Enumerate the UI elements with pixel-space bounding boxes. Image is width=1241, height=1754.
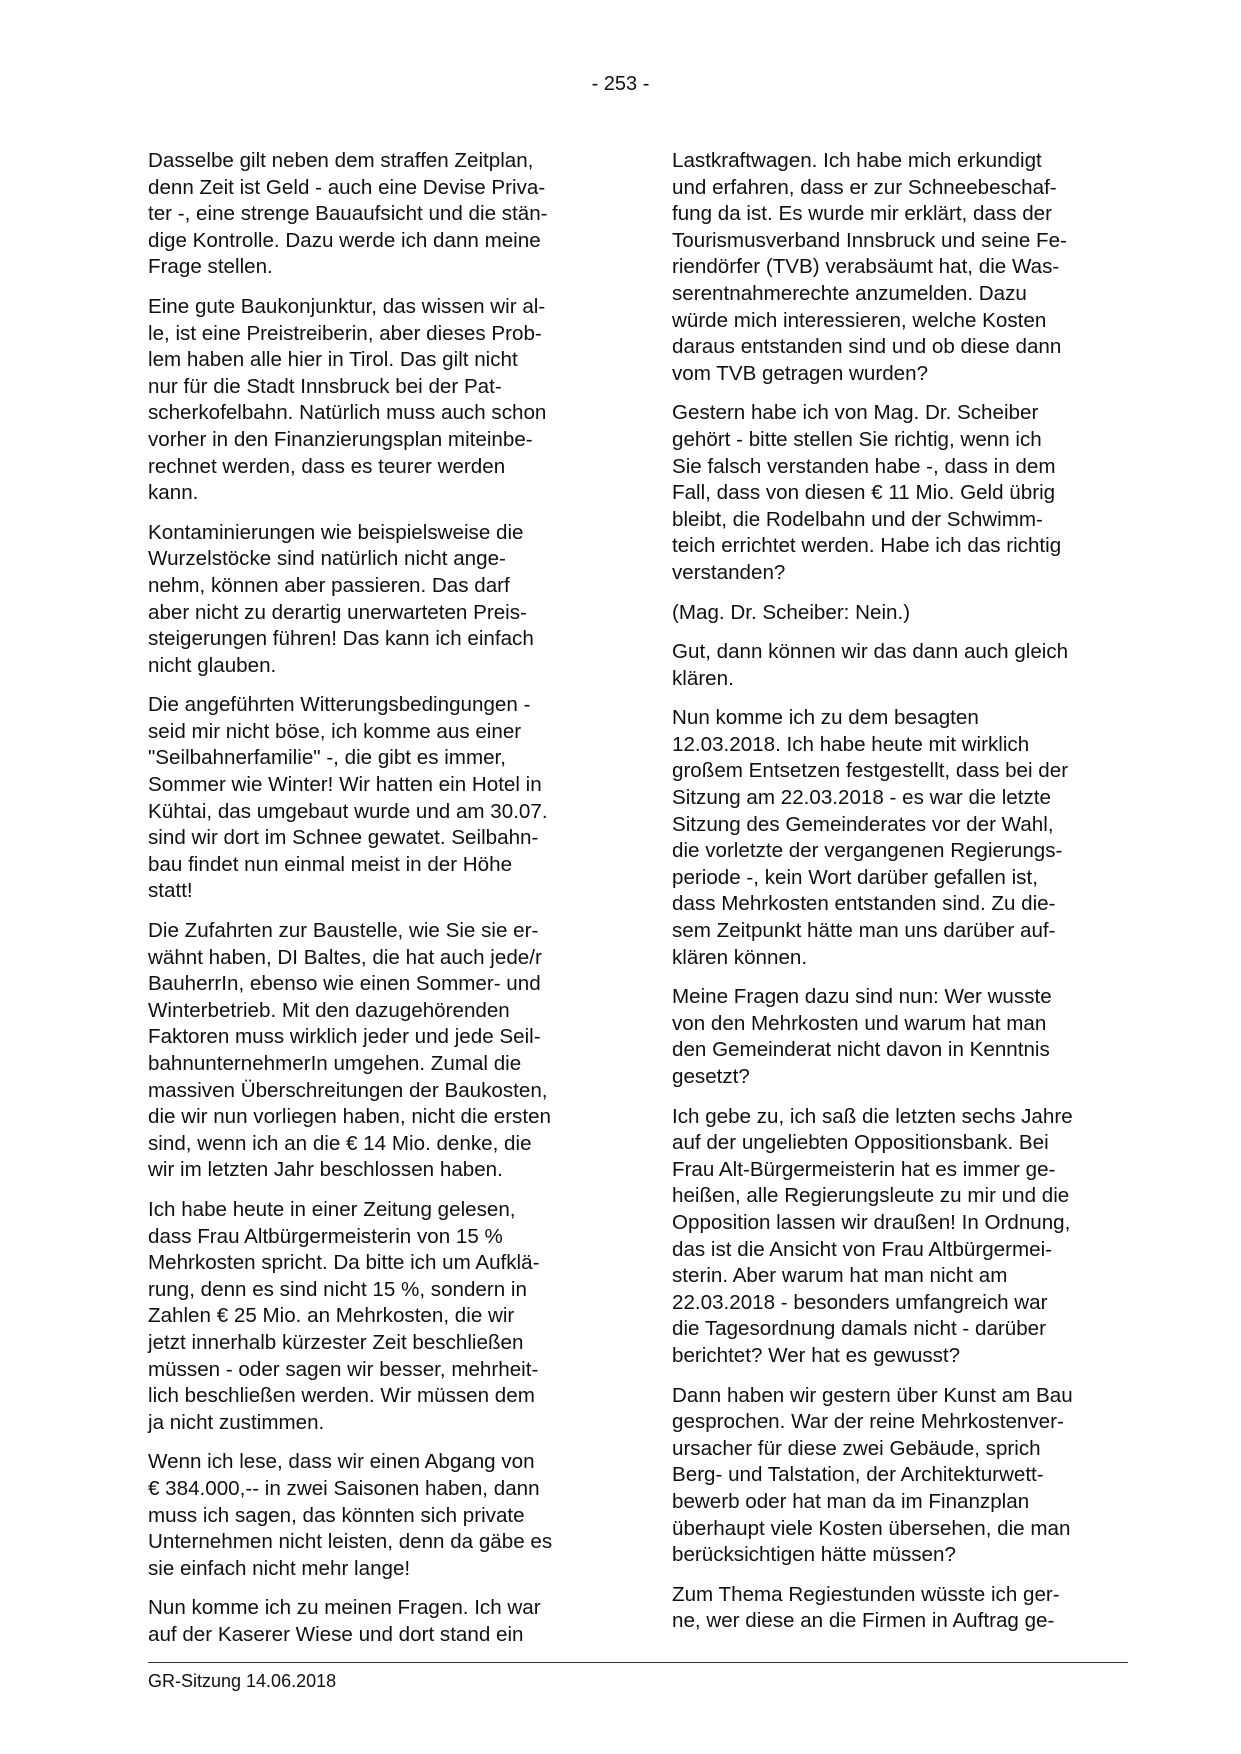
- paragraph: Nun komme ich zu meinen Fragen. Ich war auf der Kaserer Wiese und dort stand ein: [148, 1596, 541, 1646]
- paragraph: Die Zufahrten zur Baustelle, wie Sie sie er- wähnt haben, DI Baltes, die hat auch jede/r BauherrIn, ebenso wie einen Sommer- und Winterbetrieb. Mit den dazugehörenden Faktoren muss wirklich jeder und jede Seil- bahnunternehmerIn umgehen. Zumal die massiven Überschreitungen der Baukosten, die wir nun vorliegen haben, nicht die ersten sind, wenn ich an die € 14 Mio. denke, die wir im letzten Jahr beschlossen haben.: [148, 919, 551, 1182]
- paragraph: Lastkraftwagen. Ich habe mich erkundigt und erfahren, dass er zur Schneebeschaf- fung da ist. Es wurde mir erklärt, dass der Tourismusverband Innsbruck und seine Fe- riendörfer (TVB) verabsäumt hat, die Was- serentnahmerechte anzumelden. Dazu würde mich interessieren, welche Kosten daraus entstanden sind und ob diese dann vom TVB getragen wurden?: [672, 149, 1067, 385]
- paragraph: Zum Thema Regiestunden wüsste ich ger- ne, wer diese an die Firmen in Auftrag ge-: [672, 1582, 1060, 1633]
- paragraph: Eine gute Baukonjunktur, das wissen wir al- le, ist eine Preistreiberin, aber dieses Prob- lem haben alle hier in Tirol. Das gilt nicht nur für die Stadt Innsbruck bei der Pat- scherkofelbahn. Natürlich muss auch schon vorher in den Finanzierungsplan miteinbe- rechnet werden, dass es teurer werden kann.: [148, 294, 547, 505]
- paragraph: Ich habe heute in einer Zeitung gelesen, dass Frau Altbürgermeisterin von 15 % Mehrkosten spricht. Da bitte ich um Aufklä- rung, denn es sind nicht 15 %, sondern in Zahlen € 25 Mio. an Mehrkosten, die wir jetzt innerhalb kürzester Zeit beschließen müssen - oder sagen wir besser, mehrheit- lich beschließen werden. Wir müssen dem ja nicht zustimmen.: [148, 1197, 540, 1434]
- paragraph: Gut, dann können wir das dann auch gleich klären.: [672, 640, 1069, 690]
- paragraph: Kontaminierungen wie beispielsweise die Wurzelstöcke sind natürlich nicht ange- nehm, können aber passieren. Das darf aber nicht zu derartig unerwarteten Preis- steigerungen führen! Das kann ich einfach nicht glauben.: [148, 520, 534, 677]
- paragraph: Ich gebe zu, ich saß die letzten sechs Jahre auf der ungeliebten Oppositionsbank. Bei Frau Alt-Bürgermeisterin hat es immer ge- heißen, alle Regierungsleute zu mir und die Opposition lassen wir draußen! In Ordnung, das ist die Ansicht von Frau Altbürgermei- sterin. Aber warum hat man nicht am 22.03.2018 - besonders umfangreich war die Tagesordnung damals nicht - darüber berichtet? Wer hat es gewusst?: [672, 1104, 1073, 1367]
- paragraph: Nun komme ich zu dem besagten 12.03.2018. Ich habe heute mit wirklich großem Entsetzen festgestellt, dass bei der Sitzung am 22.03.2018 - es war die letzte Sitzung des Gemeinderates vor der Wahl, die vorletzte der vergangenen Regierungs- periode -, kein Wort darüber gefallen ist, dass Mehrkosten entstanden sind. Zu die- sem Zeitpunkt hätte man uns darüber auf- klären können.: [672, 706, 1069, 969]
- paragraph: Dann haben wir gestern über Kunst am Bau gesprochen. War der reine Mehrkostenver- ursacher für diese zwei Gebäude, sprich Berg- und Talstation, der Architekturwett- bewerb oder hat man da im Finanzplan überhaupt viele Kosten übersehen, die man berücksichtigen hätte müssen?: [672, 1383, 1073, 1567]
- paragraph: Wenn ich lese, dass wir einen Abgang von € 384.000,-- in zwei Saisonen haben, dann muss ich sagen, das könnten sich private Unternehmen nicht leisten, denn da gäbe es sie einfach nicht mehr lange!: [148, 1450, 553, 1580]
- right-column: [672, 148, 1122, 1648]
- paragraph: Dasselbe gilt neben dem straffen Zeitplan, denn Zeit ist Geld - auch eine Devise Priva- ter -, eine strenge Bauaufsicht und die stän- dige Kontrolle. Dazu werde ich dann meine Frage stellen.: [148, 149, 548, 279]
- paragraph: Gestern habe ich von Mag. Dr. Scheiber gehört - bitte stellen Sie richtig, wenn ich Sie falsch verstanden habe -, dass in dem Fall, dass von diesen € 11 Mio. Geld übrig bleibt, die Rodelbahn und der Schwimm- teich errichtet werden. Habe ich das richtig verstanden?: [672, 401, 1062, 584]
- paragraph: Meine Fragen dazu sind nun: Wer wusste von den Mehrkosten und warum hat man den Gemeinderat nicht davon in Kenntnis gesetzt?: [672, 985, 1052, 1088]
- footer-text: GR-Sitzung 14.06.2018: [148, 1671, 337, 1691]
- page-number: - 253 -: [591, 73, 650, 95]
- footer-divider: [148, 1662, 1128, 1663]
- left-column: [148, 148, 598, 1661]
- paragraph: Die angeführten Witterungsbedingungen - seid mir nicht böse, ich komme aus einer "Seilbahnerfamilie" -, die gibt es immer, Sommer wie Winter! Wir hatten ein Hotel in Kühtai, das umgebaut wurde und am 30.07. sind wir dort im Schnee gewatet. Seilbahn- bau findet nun einmal meist in der Höhe statt!: [148, 693, 548, 903]
- interjection: (Mag. Dr. Scheiber: Nein.): [672, 600, 911, 624]
